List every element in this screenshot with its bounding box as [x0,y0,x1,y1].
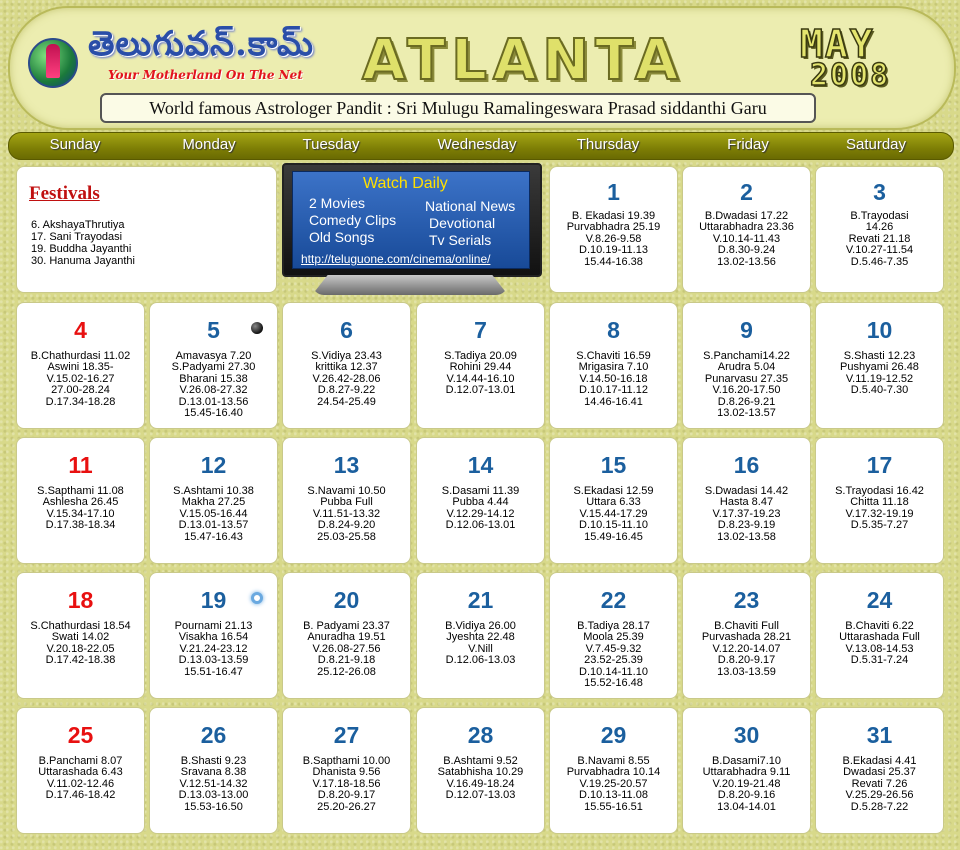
panchang-details: Amavasya 7.20 S.Padyami 27.30 Bharani 15.38 V.26.08-27.32 D.13.01-13.56 15.45-16.40 [171,350,256,420]
day-cell-30[interactable] [682,707,811,834]
date-number: 25 [67,722,94,748]
day-cell-25[interactable] [16,707,145,834]
panchang-details: B. Ekadasi 19.39 Purvabhadra 25.19 V.8.26-9.58 D.10.19-11.13 15.44-16.38 [566,210,661,268]
panchang-details: S.Shasti 12.23 Pushyami 26.48 V.11.19-12.52 D.5.40-7.30 [840,350,919,397]
day-cell-12[interactable] [149,437,278,564]
panchang-details: B. Padyami 23.37 Anuradha 19.51 V.26.08-27.56 D.8.21-9.18 25.12-26.08 [303,620,390,678]
tv-stand [312,275,508,295]
date-number: 16 [733,452,760,478]
panchang-details: B.Dwadasi 17.22 Uttarabhadra 23.36 V.10.14-11.43 D.8.30-9.24 13.02-13.56 [699,210,794,268]
site-tagline: Your Motherland On The Net [108,68,303,82]
day-cell-23[interactable] [682,572,811,699]
festival-item: 30. Hanuma Jayanthi [31,255,135,267]
date-number: 6 [340,317,353,343]
day-cell-4[interactable] [16,302,145,429]
panchang-details: B.Shasti 9.23 Sravana 8.38 V.12.51-14.32 D.13.03-13.00 15.53-16.50 [178,755,249,813]
day-cell-19[interactable] [149,572,278,699]
day-cell-15[interactable] [549,437,678,564]
panchang-details: S.Chaviti 16.59 Mrigasira 7.10 V.14.50-16.18 D.10.17-11.12 14.46-16.41 [576,350,651,408]
date-number: 9 [740,317,753,343]
date-number: 17 [866,452,893,478]
weekday-label-monday: Monday [182,136,236,153]
day-cell-17[interactable] [815,437,944,564]
date-number: 19 [200,587,227,613]
date-number: 3 [873,179,886,205]
date-number: 31 [866,722,893,748]
day-cell-28[interactable] [416,707,545,834]
date-number: 26 [200,722,227,748]
date-number: 30 [733,722,760,748]
date-number: 27 [333,722,360,748]
tv-item: Comedy Clips [309,212,397,228]
panchang-details: B.Vidiya 26.00 Jyeshta 22.48 V.Nill D.12.06-13.03 [445,620,516,667]
tv-item: Tv Serials [429,232,492,248]
tv-item: National News [425,198,516,214]
date-number: 5 [207,317,220,343]
tv-watch-daily: Watch Daily [363,175,448,192]
tv-bezel [282,163,542,277]
day-cell-26[interactable] [149,707,278,834]
panchang-details: B.Chaviti Full Purvashada 28.21 V.12.20-14.07 D.8.20-9.17 13.03-13.59 [701,620,792,678]
weekday-label-friday: Friday [727,136,769,153]
weekday-label-wednesday: Wednesday [437,136,517,153]
festivals-title: Festivals [29,183,100,204]
year-title: 2008 [810,58,891,93]
date-number: 15 [600,452,627,478]
day-cell-11[interactable] [16,437,145,564]
day-cell-2[interactable] [682,166,811,293]
date-number: 14 [467,452,494,478]
new-moon-icon [251,322,263,334]
full-moon-icon [251,592,263,604]
panchang-details: S.Tadiya 20.09 Rohini 29.44 V.14.44-16.10 D.12.07-13.01 [444,350,517,397]
weekday-label-tuesday: Tuesday [302,136,360,153]
day-cell-8[interactable] [549,302,678,429]
tv-item: Old Songs [309,229,375,245]
festival-item: 6. AkshayaThrutiya [31,219,125,231]
tv-cinema-link[interactable]: http://teluguone.com/cinema/online/ [301,252,491,266]
panchang-details: S.Navami 10.50 Pubba Full V.11.51-13.32 D.8.24-9.20 25.03-25.58 [307,485,386,543]
day-cell-29[interactable] [549,707,678,834]
date-number: 4 [74,317,87,343]
day-cell-20[interactable] [282,572,411,699]
day-cell-3[interactable] [815,166,944,293]
day-cell-10[interactable] [815,302,944,429]
date-number: 20 [333,587,360,613]
weekday-label-thursday: Thursday [576,136,640,153]
panchang-details: B.Ashtami 9.52 Satabhisha 10.29 V.16.49-18.24 D.12.07-13.03 [437,755,524,802]
day-cell-22[interactable] [549,572,678,699]
panchang-details: Pournami 21.13 Visakha 16.54 V.21.24-23.12 D.13.03-13.59 15.51-16.47 [174,620,253,678]
panchang-details: B.Dasami7.10 Uttarabhadra 9.11 V.20.19-21.48 D.8.20-9.16 13.04-14.01 [702,755,791,813]
city-title: ATLANTA [362,28,685,93]
day-cell-7[interactable] [416,302,545,429]
date-number: 23 [733,587,760,613]
festival-item: 19. Buddha Jayanthi [31,243,132,255]
panchang-details: B.Tadiya 28.17 Moola 25.39 V.7.45-9.32 23.52-25.39 D.10.14-11.10 15.52-16.48 [577,620,650,690]
day-cell-18[interactable] [16,572,145,699]
day-cell-9[interactable] [682,302,811,429]
date-number: 8 [607,317,620,343]
site-logo-text[interactable]: తెలుగువన్.కామ్ [88,24,315,64]
day-cell-27[interactable] [282,707,411,834]
panchang-details: B.Chaviti 6.22 Uttarashada Full V.13.08-14.53 D.5.31-7.24 [839,620,920,667]
weekday-label-sunday: Sunday [49,136,101,153]
date-number: 1 [607,179,620,205]
date-number: 22 [600,587,627,613]
panchang-details: S.Vidiya 23.43 krittika 12.37 V.26.42-28.06 D.8.27-9.22 24.54-25.49 [311,350,382,408]
panchang-details: S.Ekadasi 12.59 Uttara 6.33 V.15.44-17.29 D.10.15-11.10 15.49-16.45 [573,485,654,543]
panchang-details: B.Chathurdasi 11.02 Aswini 18.35- V.15.02-16.27 27.00-28.24 D.17.34-18.28 [30,350,131,408]
date-number: 11 [68,452,93,478]
panchang-details: B.Sapthami 10.00 Dhanista 9.56 V.17.18-18.56 D.8.20-9.17 25.20-26.27 [302,755,391,813]
watch-daily-tv-ad[interactable] [282,163,538,299]
panchang-details: S.Chathurdasi 18.54 Swati 14.02 V.20.18-22.05 D.17.42-18.38 [30,620,131,667]
tv-item: Devotional [429,215,496,231]
astrologer-banner: World famous Astrologer Pandit : Sri Mulugu Ramalingeswara Prasad siddanthi Garu [100,93,816,123]
day-cell-14[interactable] [416,437,545,564]
panchang-details: B.Trayodasi 14.26 Revati 21.18 V.10.27-11.54 D.5.46-7.35 [845,210,914,268]
panchang-details: S.Sapthami 11.08 Ashlesha 26.45 V.15.34-17.10 D.17.38-18.34 [37,485,124,532]
panchang-details: S.Panchami14.22 Arudra 5.04 Punarvasu 27.35 V.16.20-17.50 D.8.26-9.21 13.02-13.57 [703,350,790,420]
date-number: 24 [866,587,893,613]
panchang-details: S.Trayodasi 16.42 Chitta 11.18 V.17.32-19.19 D.5.35-7.27 [835,485,924,532]
day-cell-24[interactable] [815,572,944,699]
date-number: 13 [333,452,360,478]
date-number: 7 [474,317,487,343]
day-cell-16[interactable] [682,437,811,564]
panchang-details: B.Panchami 8.07 Uttarashada 6.43 V.11.02-12.46 D.17.46-18.42 [38,755,123,802]
month-title: MAY [800,22,875,66]
panchang-details: B.Navami 8.55 Purvabhadra 10.14 V.19.25-20.57 D.10.13-11.08 15.55-16.51 [566,755,661,813]
date-number: 10 [866,317,893,343]
panchang-details: S.Ashtami 10.38 Makha 27.25 V.15.05-16.44 D.13.01-13.57 15.47-16.43 [173,485,254,543]
weekday-label-saturday: Saturday [845,136,907,153]
day-cell-13[interactable] [282,437,411,564]
date-number: 21 [467,587,494,613]
day-cell-5[interactable] [149,302,278,429]
date-number: 18 [67,587,94,613]
day-cell-21[interactable] [416,572,545,699]
panchang-details: S.Dasami 11.39 Pubba 4.44 V.12.29-14.12 D.12.06-13.01 [441,485,520,532]
panchang-details: B.Ekadasi 4.41 Dwadasi 25.37 Revati 7.26 V.25.29-26.56 D.5.28-7.22 [842,755,917,813]
day-cell-6[interactable] [282,302,411,429]
dancer-logo-icon [46,44,60,78]
festival-item: 17. Sani Trayodasi [31,231,123,243]
date-number: 29 [600,722,627,748]
day-cell-1[interactable] [549,166,678,293]
tv-item: 2 Movies [309,195,366,211]
day-cell-31[interactable] [815,707,944,834]
tv-screen[interactable] [292,171,530,269]
date-number: 12 [200,452,227,478]
date-number: 28 [467,722,494,748]
festivals-panel [16,166,277,293]
panchang-details: S.Dwadasi 14.42 Hasta 8.47 V.17.37-19.23 D.8.23-9.19 13.02-13.58 [704,485,789,543]
date-number: 2 [740,179,753,205]
